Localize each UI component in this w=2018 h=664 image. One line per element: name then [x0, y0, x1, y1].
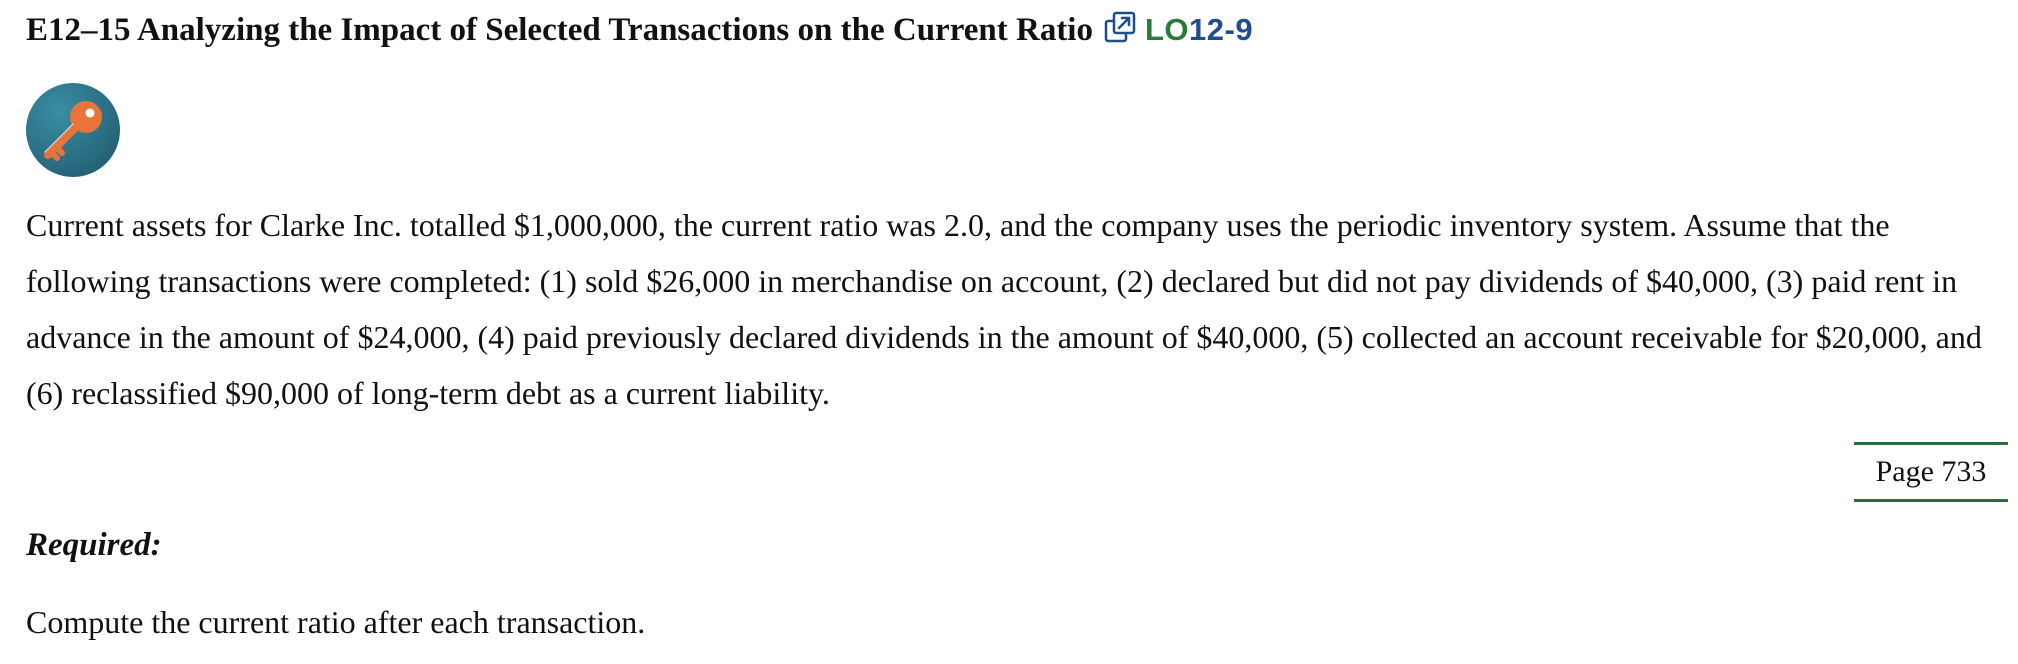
page-number-marker: Page 733 [1854, 442, 2008, 502]
required-instruction: Compute the current ratio after each transaction. [26, 604, 646, 640]
lo-number: 12-9 [1189, 12, 1254, 47]
exercise-header [26, 4, 1253, 56]
lo-prefix: LO [1144, 12, 1190, 47]
exercise-description: Current assets for Clarke Inc. totalled $1,000,000, the current ratio was 2.0, and the company uses the periodic inventory system. Assume that the following transactions were completed: (1) sold $26,000 in merchandise on account, (2) declared but did not pay dividends of $40,000, (3) paid rent in advance in the amount of $24,000, (4) paid previously declared dividends in the amount of $40,000, (5) collected an account receivable for $20,000, and (6) reclassified $90,000 of long-term debt as a current liability. [26, 207, 1982, 411]
required-heading: Required: [26, 527, 162, 563]
exercise-title: E12–15 Analyzing the Impact of Selected Transactions on the Current Ratio [26, 11, 1093, 48]
external-link-icon-graphic [1103, 10, 1137, 44]
learning-objective-link[interactable] [1145, 12, 1253, 48]
key-icon [26, 83, 120, 177]
external-link-icon[interactable] [1103, 10, 1137, 44]
key-icon-graphic [26, 83, 120, 177]
